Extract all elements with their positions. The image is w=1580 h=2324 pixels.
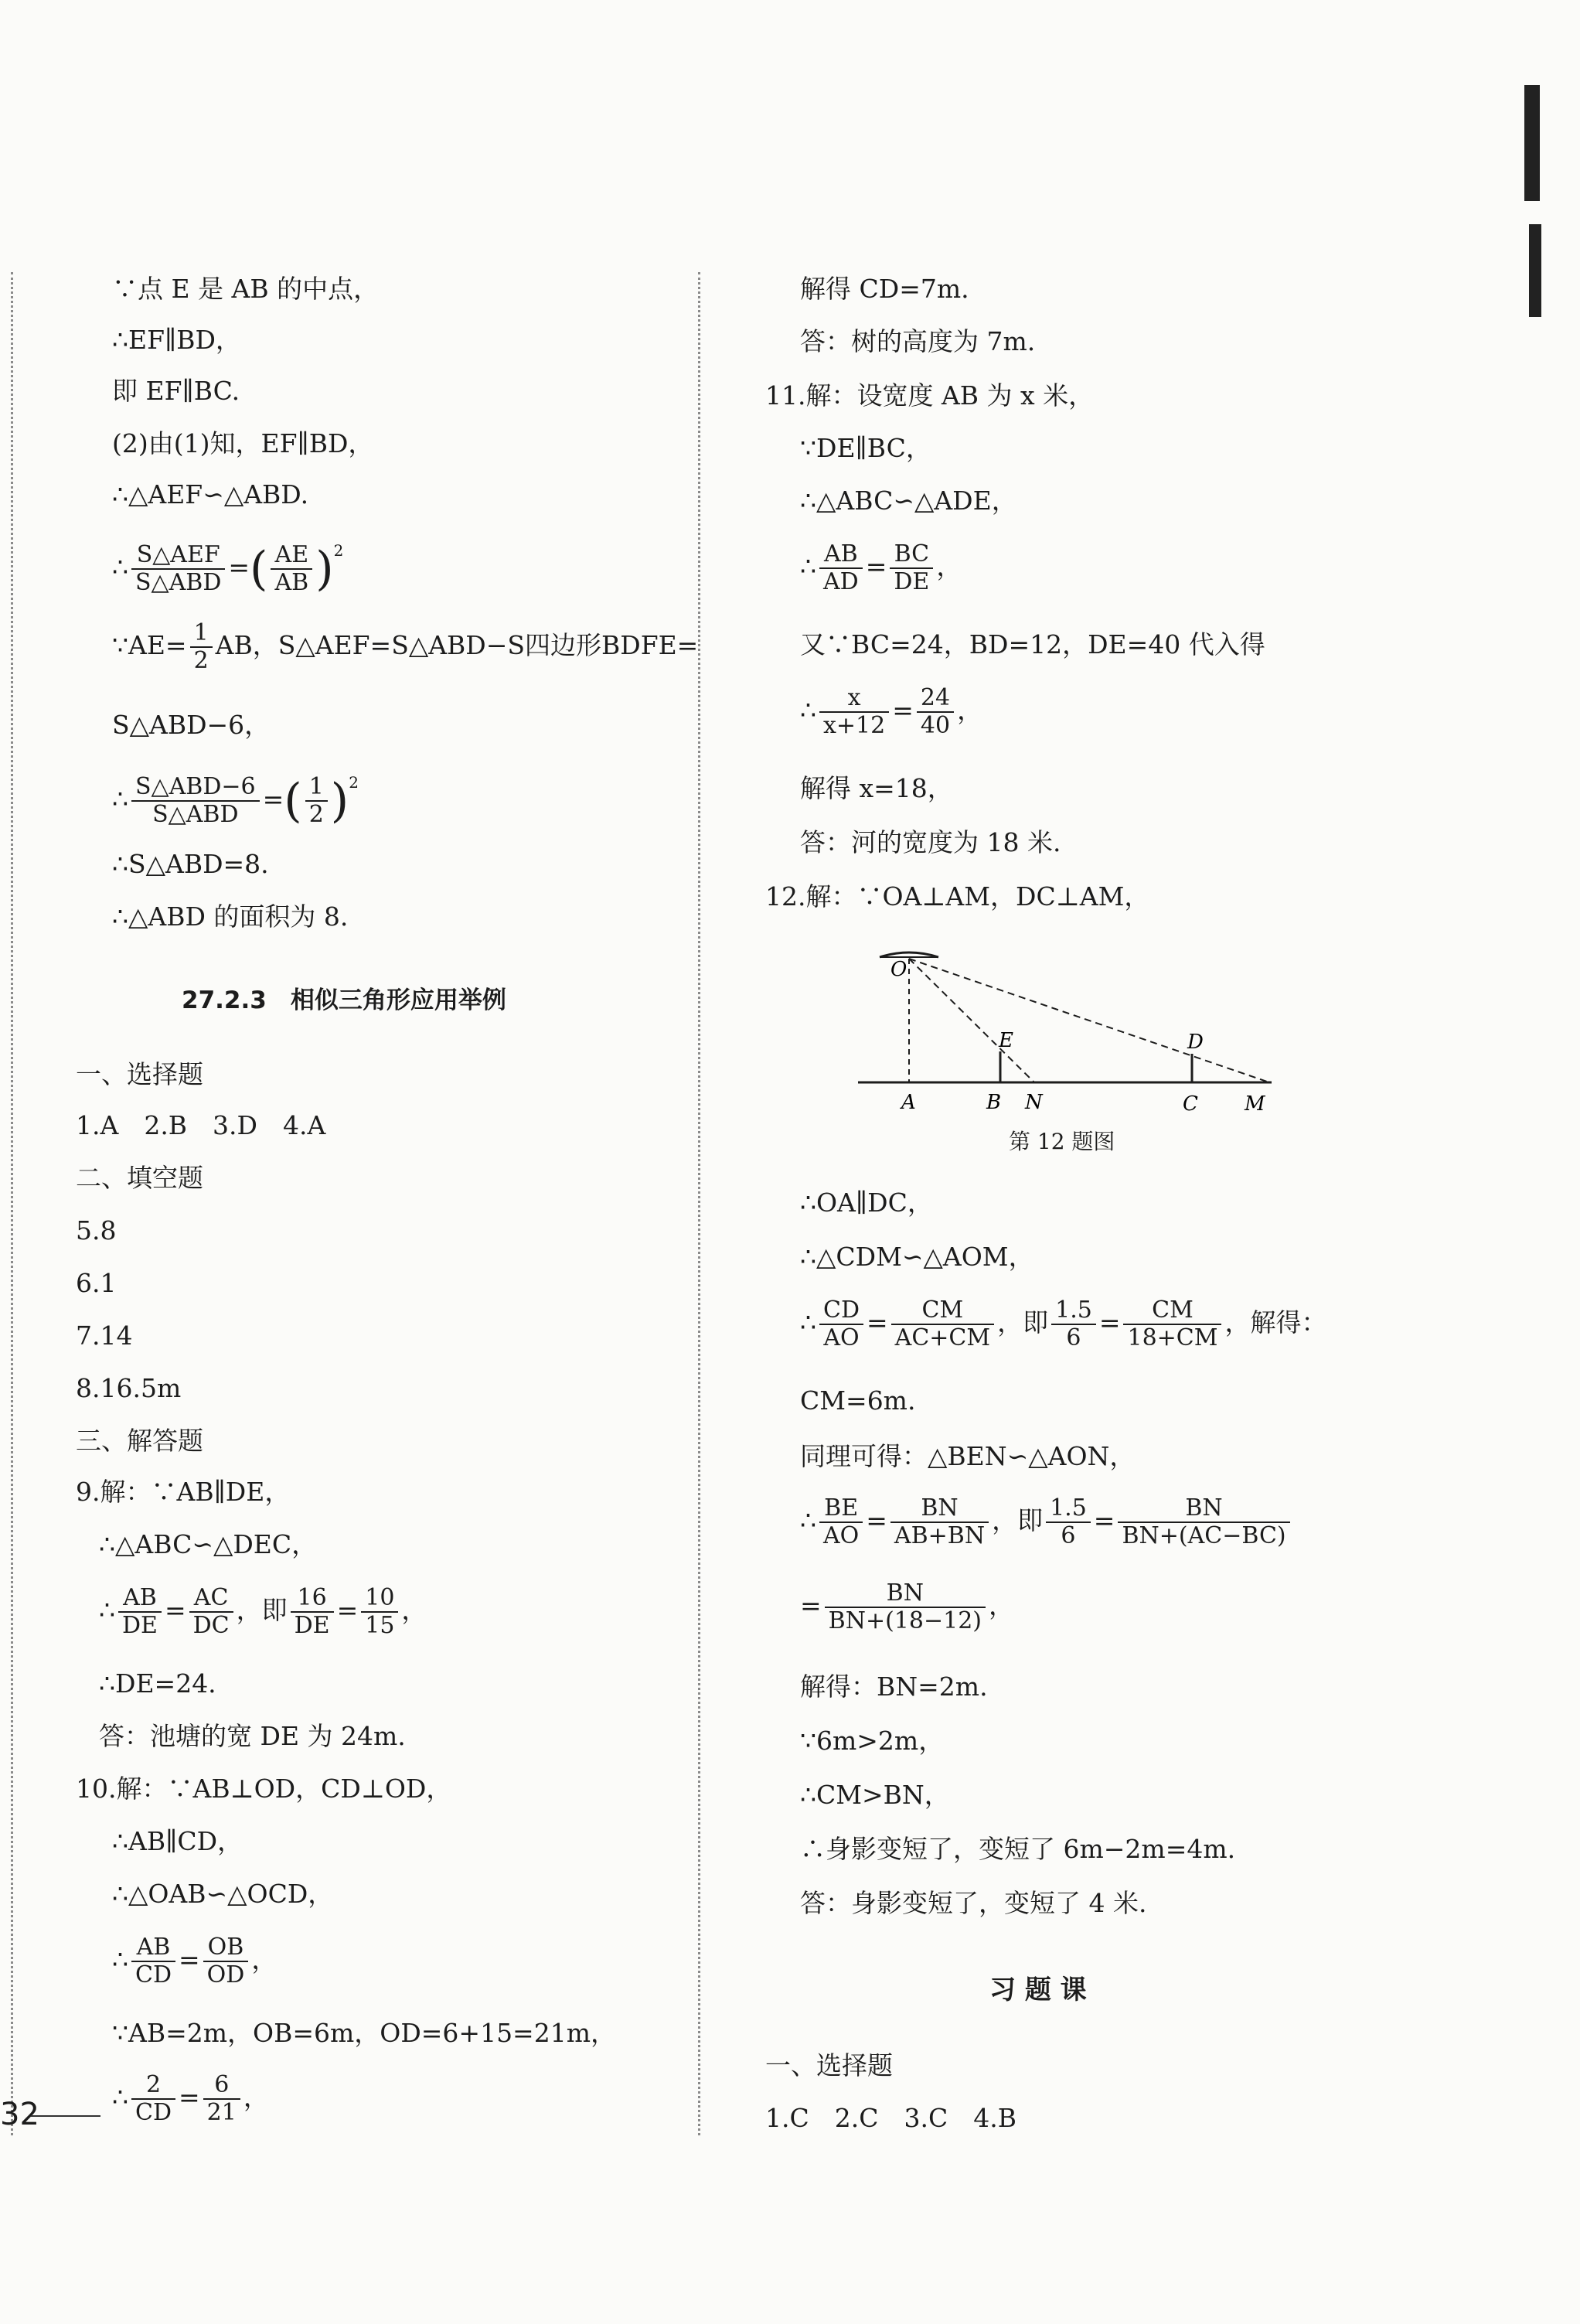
text-line: 解得：BN=2m. — [800, 1671, 988, 1702]
label-d: D — [1187, 1031, 1204, 1054]
figure-caption: 第 12 题图 — [1009, 1129, 1115, 1154]
question-11: 11.解：设宽度 AB 为 x 米， — [765, 380, 1095, 411]
answer-line: 6.1 — [76, 1268, 117, 1298]
formula-q12: ∴ $\frac{CD}{AO}$ = $\frac{CM}{AC+CM}$ ，即 $\frac{1.5}{6}$ = $\frac{CM}{18+CM}$ ，解得： — [800, 1297, 1327, 1351]
formula-q11: ∴ $\frac{AB}{AD}$ = $\frac{BC}{DE}$ ， — [800, 540, 962, 595]
question-10: 10.解：∵AB⊥OD，CD⊥OD， — [76, 1774, 452, 1804]
left-margin-rule — [11, 272, 13, 2135]
text-line: ∵6m>2m， — [800, 1726, 945, 1756]
text-line: ∴AB∥CD， — [112, 1826, 243, 1856]
text-line: CM=6m. — [800, 1385, 916, 1416]
page-number-rule — [31, 2115, 100, 2117]
formula-area-eq: ∴ $\frac{\text{S△ABD−6}}{\text{S△ABD}}$ =( $\frac{1}{2}$ )$^2$ — [112, 773, 359, 828]
text-line: ∴CM>BN， — [800, 1780, 950, 1810]
formula-q10: ∴ $\frac{AB}{CD}$ = $\frac{OB}{OD}$ ， — [112, 1934, 278, 1988]
answer-line: 1.A 2.B 3.D 4.A — [76, 1110, 326, 1140]
answer-line: 5.8 — [76, 1215, 117, 1245]
segment-on — [909, 959, 1034, 1082]
figure-12 — [850, 943, 1283, 1121]
question-9: 9.解：∵AB∥DE， — [76, 1477, 291, 1507]
text-line: (2)由(1)知，EF∥BD， — [112, 428, 374, 458]
formula-ae-half: ∵AE= $\frac{1}{2}$ AB，S△AEF=S△ABD−S四边形BDFE= — [112, 619, 699, 674]
text-line: 答：树的高度为 7m. — [800, 326, 1036, 356]
text-line: ∴△ABD 的面积为 8. — [112, 901, 349, 932]
question-12: 12.解：∵OA⊥AM，DC⊥AM， — [765, 881, 1150, 912]
segment-om — [909, 959, 1269, 1082]
label-m: M — [1245, 1092, 1265, 1116]
answer-line: 7.14 — [76, 1320, 133, 1351]
text-line: ∴EF∥BD， — [112, 325, 241, 355]
text-line: ∴△CDM∽△AOM， — [800, 1242, 1034, 1272]
section-label: 二、填空题 — [76, 1163, 203, 1193]
answer-line: 1.C 2.C 3.C 4.B — [765, 2103, 1016, 2133]
text-line: ∵DE∥BC， — [800, 433, 931, 463]
scan-edge-mark — [1524, 85, 1540, 201]
section-label: 一、选择题 — [76, 1059, 203, 1089]
label-c: C — [1183, 1092, 1198, 1116]
text-line: ∴DE=24. — [99, 1668, 216, 1699]
text-line: ∴身影变短了，变短了 6m−2m=4m. — [800, 1834, 1236, 1864]
formula-q10-2: ∴ $\frac{2}{CD}$ = $\frac{6}{21}$ ， — [112, 2071, 269, 2126]
text-line: 答：河的宽度为 18 米. — [800, 827, 1061, 857]
text-line: ∴S△ABD=8. — [112, 849, 269, 879]
section-label: 一、选择题 — [765, 2050, 893, 2080]
formula-q12-3: = $\frac{BN}{BN+(18-12)}$ ， — [800, 1579, 1014, 1634]
text-line: S△ABD−6， — [112, 710, 271, 740]
text-line: ∴△ABC∽△DEC， — [99, 1529, 318, 1559]
text-line: 同理可得：△BEN∽△AON， — [800, 1441, 1136, 1471]
formula-q9: ∴ $\frac{AB}{DE}$ = $\frac{AC}{DC}$ ，即 $\frac{16}{DE}$ = $\frac{10}{15}$ ， — [99, 1584, 427, 1639]
text-line: 答：池塘的宽 DE 为 24m. — [99, 1721, 406, 1751]
scan-edge-mark-2 — [1529, 224, 1541, 317]
label-e: E — [999, 1029, 1013, 1052]
formula-q12-2: ∴ $\frac{BE}{AO}$ = $\frac{BN}{AB+BN}$ ，即 $\frac{1.5}{6}$ = $\frac{BN}{BN+(AC-BC)}$ — [800, 1495, 1293, 1549]
answer-line: 8.16.5m — [76, 1373, 182, 1403]
text-line: ∴△OAB∽△OCD， — [112, 1879, 334, 1909]
formula-area-ratio: ∴ $\frac{\text{S△AEF}}{\text{S△ABD}}$ =( $\frac{AE}{AB}$ )$^2$ — [112, 541, 344, 596]
page-number: 32 — [0, 2097, 39, 2132]
label-b: B — [986, 1091, 1002, 1114]
section-title: 27.2.3 相似三角形应用举例 — [182, 987, 506, 1014]
text-line: 答：身影变短了，变短了 4 米. — [800, 1888, 1147, 1918]
label-n: N — [1025, 1091, 1043, 1114]
text-line: ∵AB=2m，OB=6m，OD=6+15=21m， — [112, 2018, 616, 2048]
formula-q11-2: ∴ $\frac{x}{x+12}$ = $\frac{24}{40}$ ， — [800, 684, 983, 739]
text-line: 即 EF∥BC. — [112, 376, 240, 406]
label-o: O — [890, 958, 907, 981]
text-line: ∵点 E 是 AB 的中点， — [112, 274, 380, 304]
label-a: A — [901, 1091, 916, 1114]
section-label: 三、解答题 — [76, 1426, 203, 1456]
text-line: ∴OA∥DC， — [800, 1188, 933, 1218]
text-line: 解得 x=18， — [800, 773, 953, 803]
section-title-2: 习 题 课 — [989, 1975, 1087, 2005]
text-line: ∴△AEF∽△ABD. — [112, 479, 309, 509]
text-line: 又∵BC=24，BD=12，DE=40 代入得 — [800, 629, 1265, 659]
column-divider — [698, 272, 700, 2135]
text-line: ∴△ABC∽△ADE， — [800, 486, 1017, 516]
text-line: 解得 CD=7m. — [800, 274, 969, 304]
